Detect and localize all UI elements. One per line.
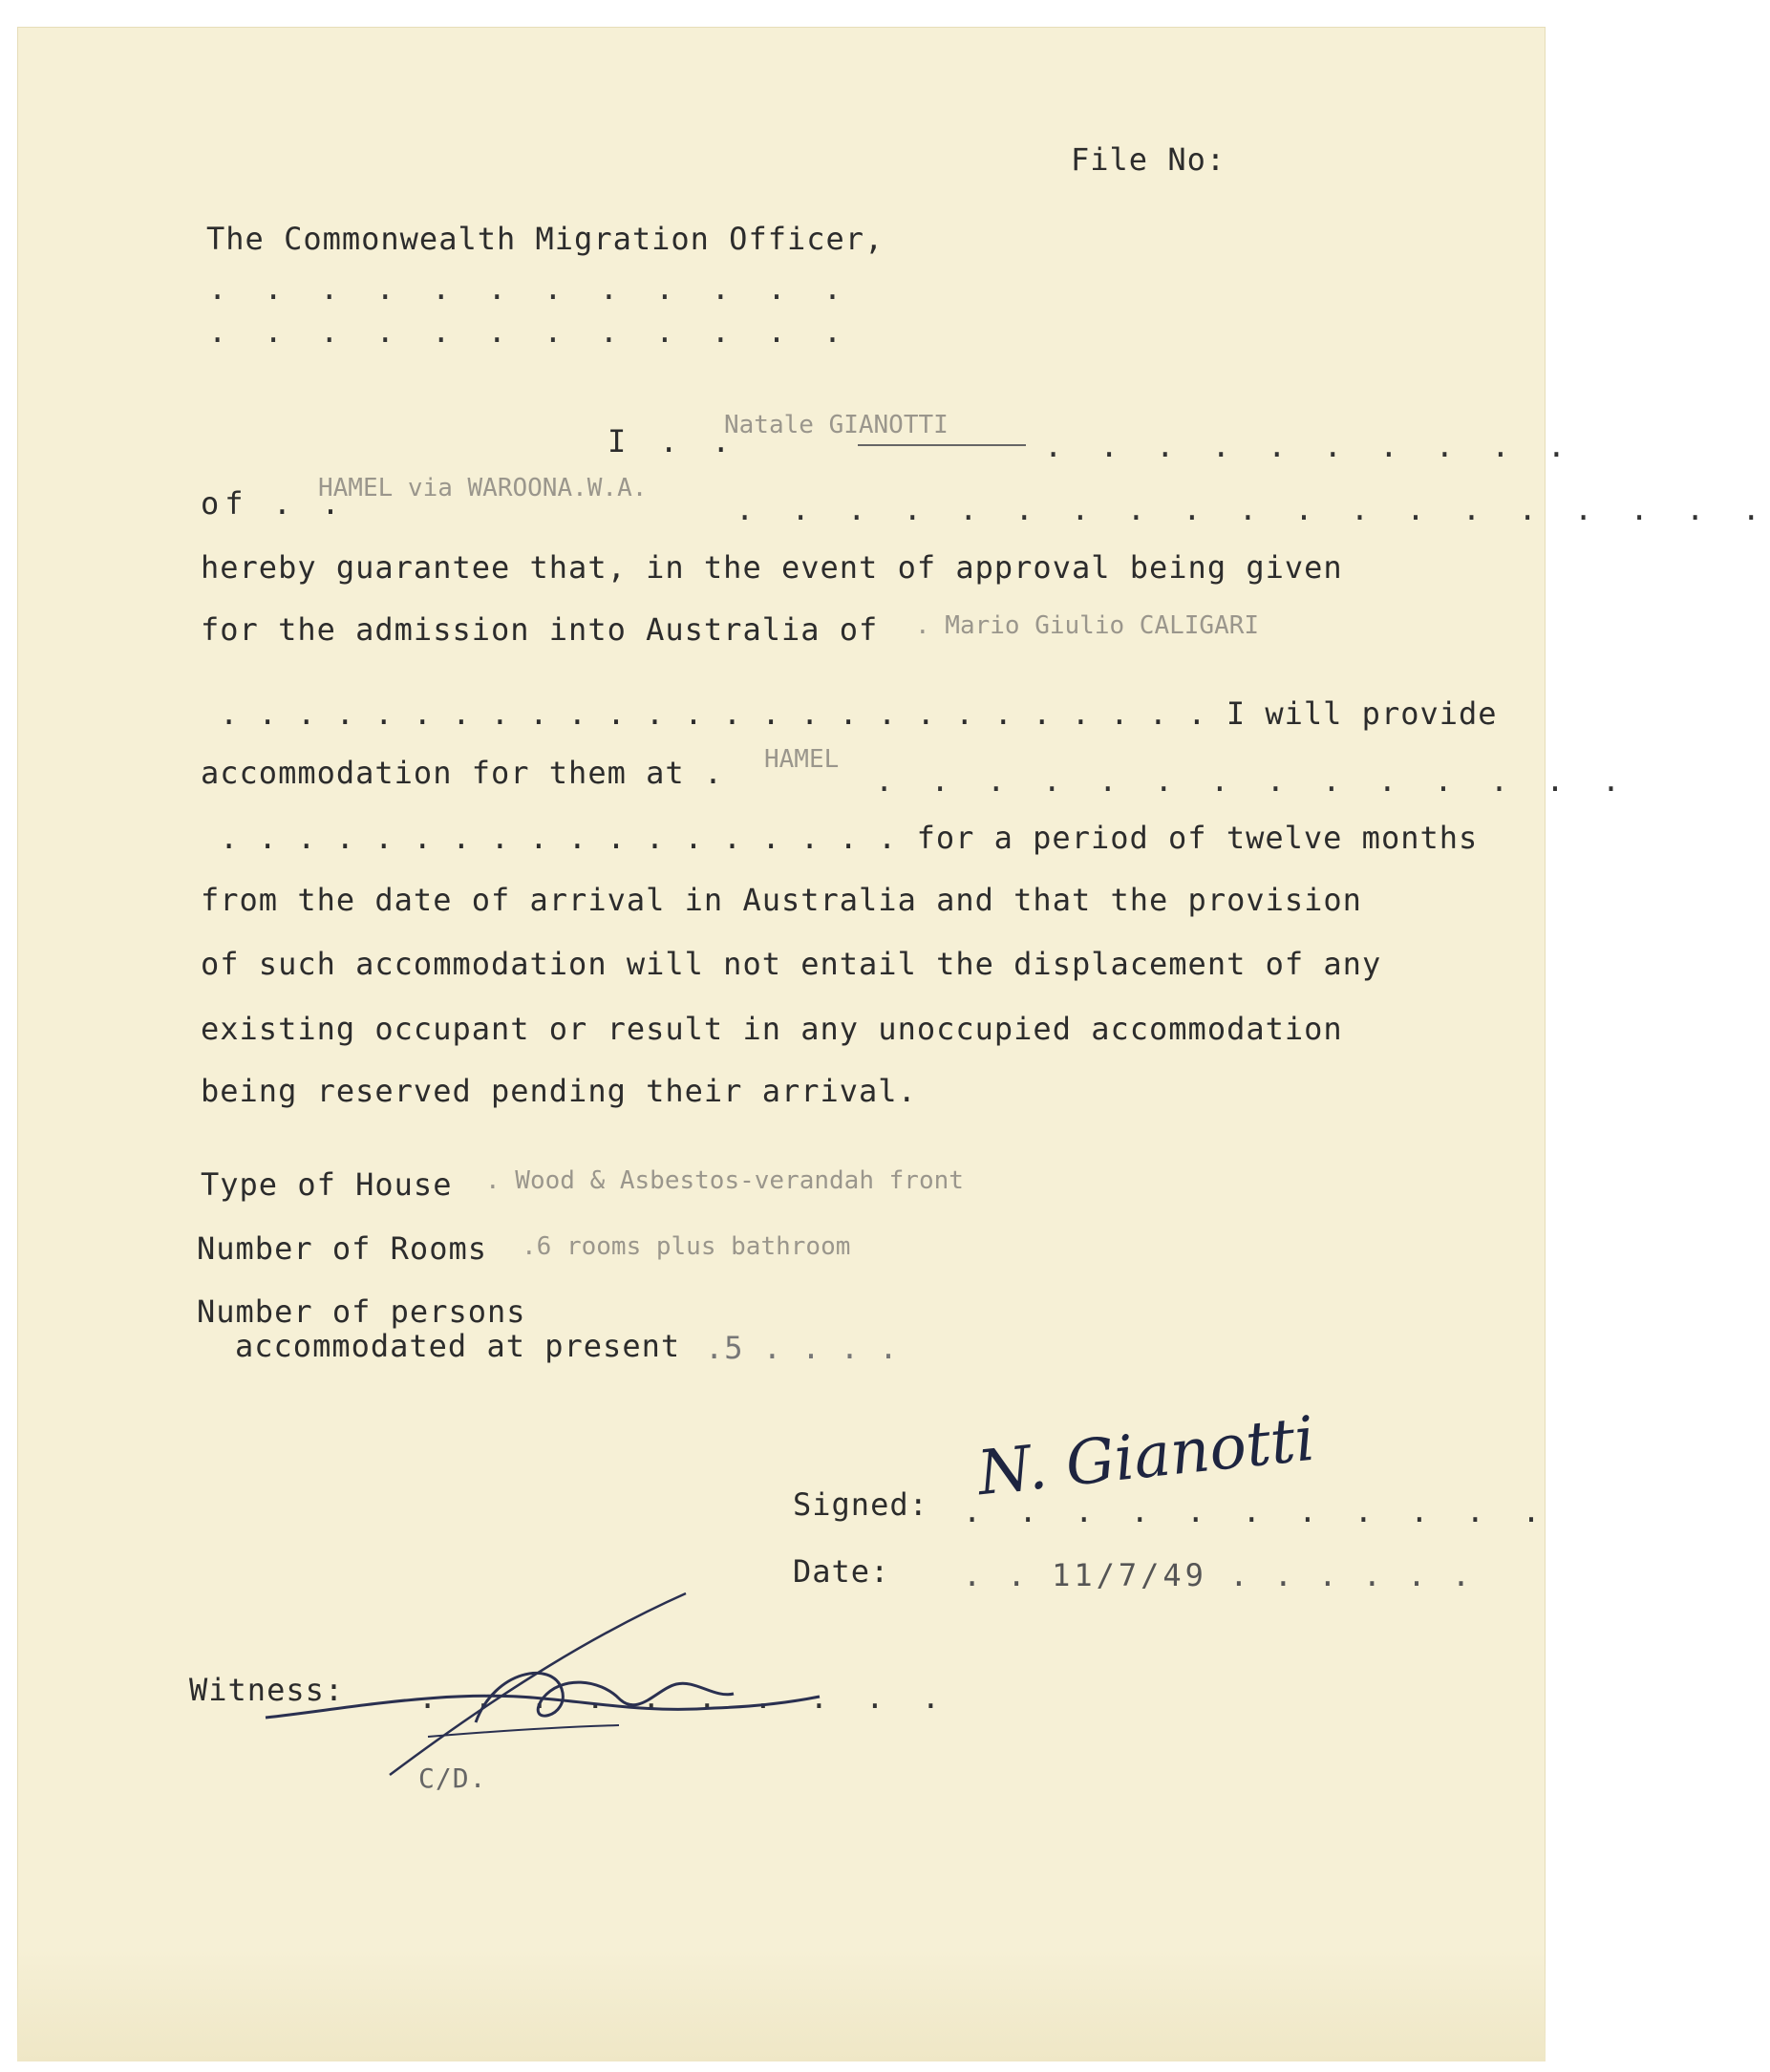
cd-note: C/D. xyxy=(418,1762,487,1794)
date-value: . . 11/7/49 . . . . . . xyxy=(963,1557,1475,1593)
of-value: HAMEL via WAROONA.W.A. xyxy=(318,474,648,502)
will-provide-line: . . . . . . . . . . . . . . . . . . . . . . . . . . I will provide xyxy=(220,695,1498,732)
signed-dots: . . . . . . . . . . . xyxy=(963,1493,1550,1529)
house-type-value: . Wood & Asbestos-verandah front xyxy=(485,1166,964,1195)
rooms-label: Number of Rooms xyxy=(197,1230,487,1267)
document-page xyxy=(17,27,1770,2061)
accommodation-value: HAMEL xyxy=(764,745,840,774)
of-trailing-dots: . . . . . . . . . . . . . . . . . . . xyxy=(736,491,1770,527)
of-prefix: of . . xyxy=(201,485,346,522)
guarantor-prefix: I . . xyxy=(608,423,738,459)
body-line-6: being reserved pending their arrival. xyxy=(201,1073,917,1109)
persons-label-1: Number of persons xyxy=(197,1293,526,1330)
body-line-1: hereby guarantee that, in the event of approval being given xyxy=(201,549,1343,586)
guarantor-trailing-dots: . . . . . . . . . . xyxy=(1044,428,1576,464)
address-line-2: . . . . . . . . . . . . xyxy=(208,313,852,350)
guarantor-name: Natale GIANOTTI xyxy=(724,411,949,439)
witness-signature xyxy=(237,1555,848,1784)
signature: N. Gianotti xyxy=(974,1403,1318,1510)
guarantor-name-underline xyxy=(858,444,1026,446)
witness-dots: . . . . . . . . . . xyxy=(418,1679,950,1716)
accommodation-prefix: accommodation for them at . xyxy=(201,755,724,791)
address-line-1: . . . . . . . . . . . . xyxy=(208,270,852,307)
paper-shadow xyxy=(17,1947,1546,2061)
rooms-value: .6 rooms plus bathroom xyxy=(522,1232,851,1261)
body-line-2: for the admission into Australia of xyxy=(201,611,879,648)
persons-value: .5 . . . . xyxy=(705,1330,899,1366)
body-line-5: existing occupant or result in any unoccupied accommodation xyxy=(201,1011,1343,1047)
accommodation-trailing-dots: . . . . . . . . . . . . . . xyxy=(875,762,1631,799)
witness-label: Witness: xyxy=(189,1672,345,1708)
addressee: The Commonwealth Migration Officer, xyxy=(206,221,885,257)
admitted-person: . Mario Giulio CALIGARI xyxy=(915,611,1260,640)
persons-label-2: accommodated at present xyxy=(235,1328,681,1364)
period-line: . . . . . . . . . . . . . . . . . . for a period of twelve months xyxy=(220,820,1479,856)
body-line-3: from the date of arrival in Australia and that the provision xyxy=(201,882,1362,918)
body-line-4: of such accommodation will not entail the displacement of any xyxy=(201,946,1382,982)
file-number-label: File No: xyxy=(1071,141,1226,178)
date-label: Date: xyxy=(793,1553,890,1590)
signed-label: Signed: xyxy=(793,1486,928,1523)
house-type-label: Type of House xyxy=(201,1166,453,1203)
